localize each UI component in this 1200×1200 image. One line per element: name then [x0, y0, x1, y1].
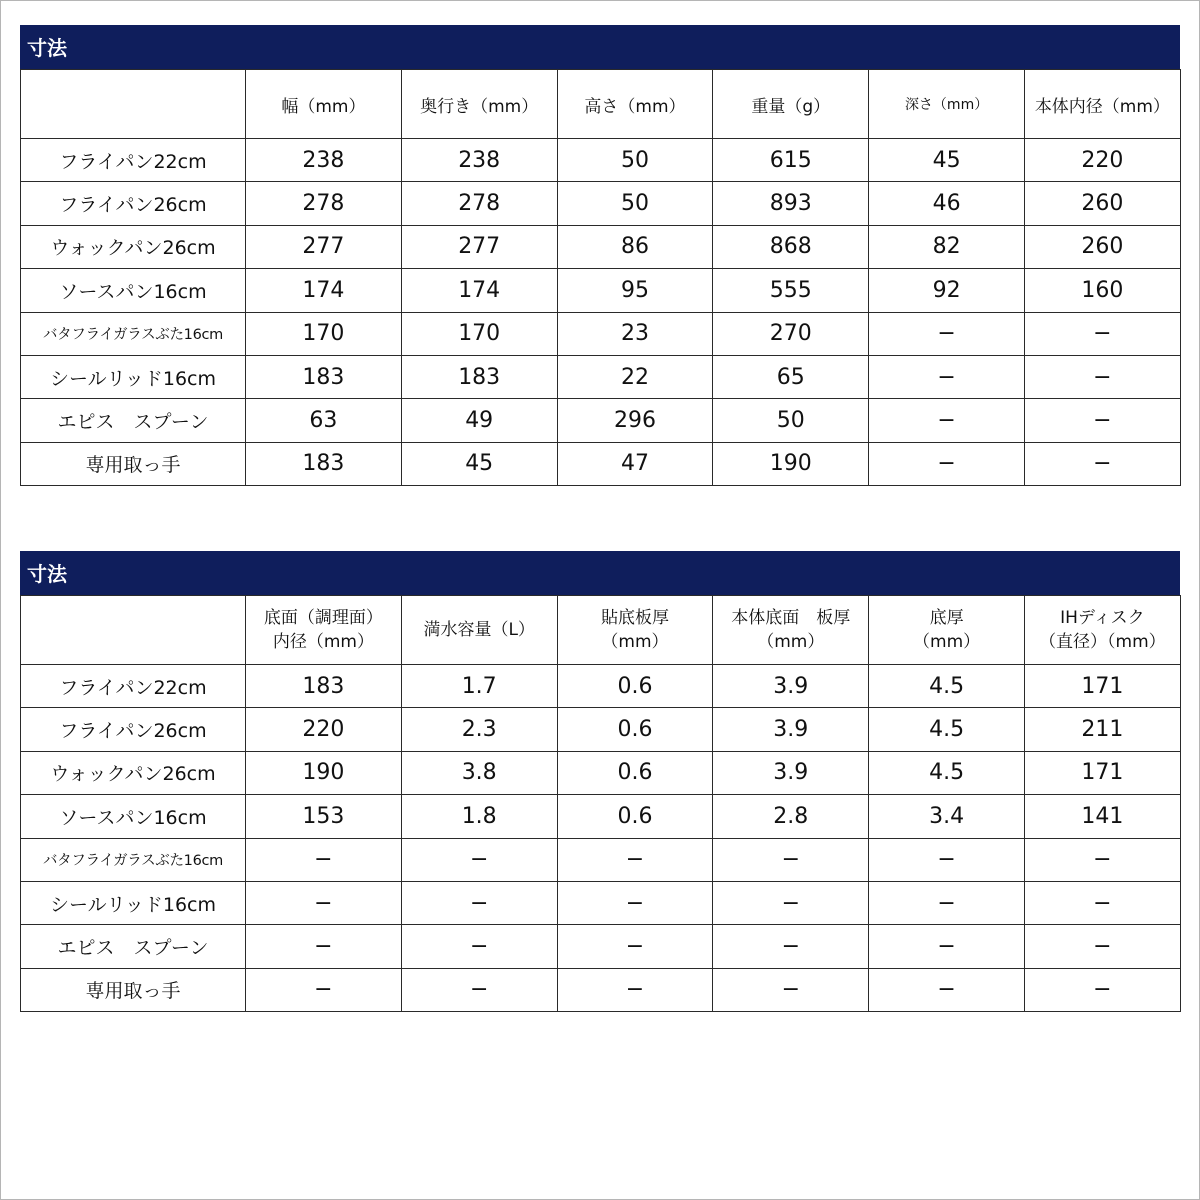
column-header — [869, 70, 1025, 139]
table-cell: 183 — [246, 442, 402, 485]
row-label: エピス スプーン — [21, 399, 246, 442]
table-cell: 82 — [869, 225, 1025, 268]
row-label: シールリッド16cm — [21, 355, 246, 398]
column-header — [713, 596, 869, 665]
column-header-line: 内径（mm） — [272, 632, 374, 652]
table-cell: − — [869, 399, 1025, 442]
table-cell: 615 — [713, 139, 869, 182]
table-cell: − — [713, 925, 869, 968]
row-label: フライパン26cm — [21, 182, 246, 225]
table-cell: − — [246, 881, 402, 924]
table-cell: 893 — [713, 182, 869, 225]
column-header-line: （直径）（mm） — [1039, 632, 1166, 652]
column-header-line: 底面（調理面） — [263, 608, 383, 628]
table-cell: 23 — [557, 312, 713, 355]
dimensions-table-2 — [20, 551, 1180, 1012]
table-cell: − — [246, 925, 402, 968]
column-header-line: 本体底面 板厚 — [731, 608, 851, 628]
table-cell: 3.4 — [869, 795, 1025, 838]
table-cell: 92 — [869, 269, 1025, 312]
table-cell: 3.9 — [713, 751, 869, 794]
table-cell: 0.6 — [557, 751, 713, 794]
table-cell: − — [401, 968, 557, 1011]
table-cell: 190 — [246, 751, 402, 794]
column-header — [557, 70, 713, 139]
table-cell: 4.5 — [869, 665, 1025, 708]
table-cell: 296 — [557, 399, 713, 442]
table-cell: − — [1024, 312, 1180, 355]
table-cell: − — [557, 838, 713, 881]
row-label: フライパン22cm — [21, 665, 246, 708]
column-header — [246, 596, 402, 665]
dimensions-table-1 — [20, 25, 1180, 486]
table-row — [21, 225, 1181, 268]
table-cell: 47 — [557, 442, 713, 485]
table-cell: 260 — [1024, 225, 1180, 268]
header-row — [21, 596, 1181, 665]
table-cell: − — [869, 881, 1025, 924]
table-title: 寸法 — [20, 551, 1180, 595]
column-header-label: 奥行き（mm） — [420, 96, 539, 117]
table-cell: 160 — [1024, 269, 1180, 312]
column-header — [557, 596, 713, 665]
table-cell: − — [246, 838, 402, 881]
row-label: ウォックパン26cm — [21, 225, 246, 268]
table-cell: − — [1024, 399, 1180, 442]
table-cell: 0.6 — [557, 795, 713, 838]
table-cell: − — [401, 925, 557, 968]
table-row — [21, 881, 1181, 924]
column-header-label: 深さ（mm） — [904, 97, 989, 113]
table-cell: 63 — [246, 399, 402, 442]
table-cell: 220 — [246, 708, 402, 751]
table-row — [21, 968, 1181, 1011]
table-row — [21, 925, 1181, 968]
table-cell: 3.9 — [713, 665, 869, 708]
table-row — [21, 838, 1181, 881]
specs-grid — [20, 595, 1181, 1012]
table-cell: 183 — [246, 665, 402, 708]
row-label: ソースパン16cm — [21, 269, 246, 312]
table-cell: 1.8 — [401, 795, 557, 838]
table-cell: 260 — [1024, 182, 1180, 225]
table-cell: − — [246, 968, 402, 1011]
table-cell: − — [557, 968, 713, 1011]
table-cell: 1.7 — [401, 665, 557, 708]
column-header-line: IHディスク — [1060, 608, 1145, 628]
table-row — [21, 269, 1181, 312]
row-label: 専用取っ手 — [21, 968, 246, 1011]
table-cell: − — [1024, 968, 1180, 1011]
column-header-label: 高さ（mm） — [584, 96, 686, 117]
column-header — [869, 596, 1025, 665]
table-cell: 211 — [1024, 708, 1180, 751]
table-cell: 277 — [246, 225, 402, 268]
table-cell: 190 — [713, 442, 869, 485]
table-cell: − — [869, 312, 1025, 355]
table-cell: − — [713, 838, 869, 881]
header-corner-cell — [21, 70, 246, 139]
table-title: 寸法 — [20, 25, 1180, 69]
column-header-label: 重量（g） — [751, 96, 831, 117]
table-cell: 50 — [557, 182, 713, 225]
table-row — [21, 312, 1181, 355]
table-row — [21, 355, 1181, 398]
table-cell: 868 — [713, 225, 869, 268]
row-label: ソースパン16cm — [21, 795, 246, 838]
table-cell: − — [869, 968, 1025, 1011]
column-header — [713, 70, 869, 139]
table-cell: − — [1024, 442, 1180, 485]
table-cell: 141 — [1024, 795, 1180, 838]
table-cell: 22 — [557, 355, 713, 398]
table-cell: − — [869, 355, 1025, 398]
column-header-line: 底厚 — [929, 608, 964, 628]
table-cell: 95 — [557, 269, 713, 312]
table-cell: 46 — [869, 182, 1025, 225]
dimensions-grid — [20, 69, 1181, 486]
row-label: ウォックパン26cm — [21, 751, 246, 794]
table-cell: 4.5 — [869, 708, 1025, 751]
table-cell: 86 — [557, 225, 713, 268]
table-cell: 278 — [401, 182, 557, 225]
table-cell: − — [869, 838, 1025, 881]
table-cell: 65 — [713, 355, 869, 398]
table-cell: − — [713, 968, 869, 1011]
table-cell: 555 — [713, 269, 869, 312]
table-cell: − — [401, 881, 557, 924]
row-label: シールリッド16cm — [21, 881, 246, 924]
header-row — [21, 70, 1181, 139]
table-row — [21, 399, 1181, 442]
column-header — [1024, 70, 1180, 139]
column-header-label: 幅（mm） — [281, 96, 366, 117]
table-cell: 3.8 — [401, 751, 557, 794]
header-corner-cell — [21, 596, 246, 665]
column-header-line: 満水容量（L） — [423, 620, 535, 640]
table-cell: 49 — [401, 399, 557, 442]
table-cell: − — [869, 442, 1025, 485]
table-cell: − — [1024, 355, 1180, 398]
table-cell: 170 — [246, 312, 402, 355]
table-cell: 3.9 — [713, 708, 869, 751]
table-row — [21, 182, 1181, 225]
table-cell: 183 — [246, 355, 402, 398]
column-header-line: 貼底板厚 — [600, 608, 669, 628]
table-cell: 50 — [557, 139, 713, 182]
row-label: フライパン22cm — [21, 139, 246, 182]
table-cell: 183 — [401, 355, 557, 398]
table-cell: 238 — [401, 139, 557, 182]
column-header — [246, 70, 402, 139]
column-header-line: （mm） — [601, 632, 669, 652]
row-label: エピス スプーン — [21, 925, 246, 968]
column-header — [401, 596, 557, 665]
column-header — [1024, 596, 1180, 665]
table-cell: 171 — [1024, 665, 1180, 708]
table-cell: 278 — [246, 182, 402, 225]
table-cell: − — [713, 881, 869, 924]
table-cell: − — [1024, 925, 1180, 968]
row-label: 専用取っ手 — [21, 442, 246, 485]
table-cell: 45 — [401, 442, 557, 485]
table-cell: 45 — [869, 139, 1025, 182]
table-cell: 170 — [401, 312, 557, 355]
table-row — [21, 139, 1181, 182]
table-cell: 2.3 — [401, 708, 557, 751]
table-cell: 153 — [246, 795, 402, 838]
table-cell: 0.6 — [557, 708, 713, 751]
table-cell: 270 — [713, 312, 869, 355]
table-cell: 277 — [401, 225, 557, 268]
row-label: バタフライガラスぶた16cm — [21, 838, 246, 881]
table-cell: − — [401, 838, 557, 881]
table-cell: − — [1024, 838, 1180, 881]
table-row — [21, 665, 1181, 708]
table-cell: 174 — [401, 269, 557, 312]
column-header-line: （mm） — [913, 632, 981, 652]
column-header-label: 本体内径（mm） — [1034, 96, 1170, 117]
table-cell: 2.8 — [713, 795, 869, 838]
table-cell: − — [557, 881, 713, 924]
table-cell: 238 — [246, 139, 402, 182]
table-cell: − — [557, 925, 713, 968]
table-cell: 174 — [246, 269, 402, 312]
table-cell: 0.6 — [557, 665, 713, 708]
table-cell: 4.5 — [869, 751, 1025, 794]
row-label: フライパン26cm — [21, 708, 246, 751]
table-row — [21, 442, 1181, 485]
table-cell: 220 — [1024, 139, 1180, 182]
table-row — [21, 795, 1181, 838]
table-cell: 171 — [1024, 751, 1180, 794]
row-label: バタフライガラスぶた16cm — [21, 312, 246, 355]
column-header — [401, 70, 557, 139]
column-header-line: （mm） — [757, 632, 825, 652]
table-cell: − — [869, 925, 1025, 968]
table-row — [21, 708, 1181, 751]
table-cell: 50 — [713, 399, 869, 442]
table-cell: − — [1024, 881, 1180, 924]
table-row — [21, 751, 1181, 794]
